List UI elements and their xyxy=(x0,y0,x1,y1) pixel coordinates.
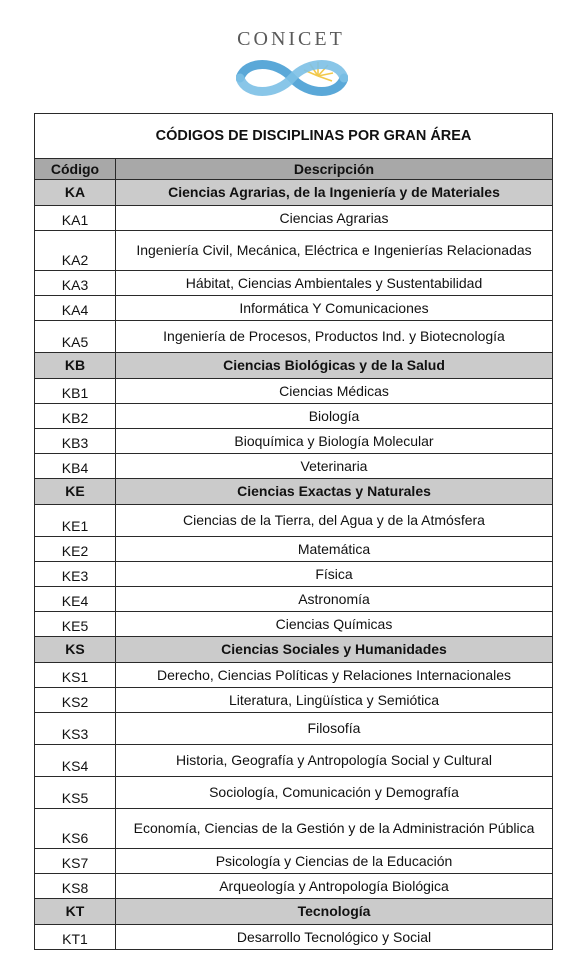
discipline-code: KB1 xyxy=(35,379,116,404)
discipline-description: Ciencias Médicas xyxy=(116,379,553,404)
table-row xyxy=(35,404,553,429)
header-code: Código xyxy=(35,159,116,180)
table-row xyxy=(35,849,553,874)
table-row xyxy=(35,925,553,950)
discipline-description: Literatura, Lingüística y Semiótica xyxy=(116,688,553,713)
discipline-code: KA4 xyxy=(35,296,116,321)
discipline-description: Física xyxy=(116,562,553,587)
discipline-description: Derecho, Ciencias Políticas y Relaciones Internacionales xyxy=(116,663,553,688)
table-row xyxy=(35,429,553,454)
area-row xyxy=(35,479,553,505)
table-title-row xyxy=(35,114,553,159)
table-row xyxy=(35,537,553,562)
infinity-sun-icon xyxy=(236,56,348,98)
discipline-description: Veterinaria xyxy=(116,454,553,479)
area-code: KB xyxy=(35,353,116,379)
table-row xyxy=(35,454,553,479)
discipline-code: KS3 xyxy=(35,713,116,745)
area-row xyxy=(35,353,553,379)
table-row xyxy=(35,321,553,353)
disciplines-table xyxy=(34,113,553,950)
table-row xyxy=(35,231,553,271)
discipline-code: KA5 xyxy=(35,321,116,353)
discipline-code: KS1 xyxy=(35,663,116,688)
discipline-code: KA3 xyxy=(35,271,116,296)
discipline-description: Filosofía xyxy=(116,713,553,745)
table-header-row xyxy=(35,159,553,180)
discipline-description: Ingeniería Civil, Mecánica, Eléctrica e Ingenierías Relacionadas xyxy=(116,231,553,271)
discipline-code: KS5 xyxy=(35,777,116,809)
area-name: Tecnología xyxy=(116,899,553,925)
table-row xyxy=(35,562,553,587)
discipline-code: KB4 xyxy=(35,454,116,479)
discipline-code: KE1 xyxy=(35,505,116,537)
discipline-code: KT1 xyxy=(35,925,116,950)
table-row xyxy=(35,713,553,745)
discipline-description: Ciencias de la Tierra, del Agua y de la Atmósfera xyxy=(116,505,553,537)
discipline-code: KE5 xyxy=(35,612,116,637)
discipline-description: Desarrollo Tecnológico y Social xyxy=(116,925,553,950)
discipline-code: KE4 xyxy=(35,587,116,612)
area-row xyxy=(35,899,553,925)
discipline-code: KB2 xyxy=(35,404,116,429)
area-name: Ciencias Biológicas y de la Salud xyxy=(116,353,553,379)
table-row xyxy=(35,745,553,777)
discipline-description: Hábitat, Ciencias Ambientales y Sustentabilidad xyxy=(116,271,553,296)
discipline-description: Economía, Ciencias de la Gestión y de la Administración Pública xyxy=(116,809,553,849)
discipline-description: Sociología, Comunicación y Demografía xyxy=(116,777,553,809)
table-row xyxy=(35,271,553,296)
table-row xyxy=(35,612,553,637)
table-row xyxy=(35,777,553,809)
conicet-logo xyxy=(0,0,582,112)
table-row xyxy=(35,874,553,899)
discipline-code: KS2 xyxy=(35,688,116,713)
area-code: KT xyxy=(35,899,116,925)
table-row xyxy=(35,688,553,713)
table-row xyxy=(35,663,553,688)
area-row xyxy=(35,180,553,206)
discipline-code: KS7 xyxy=(35,849,116,874)
logo-text: CONICET xyxy=(237,28,345,50)
area-code: KS xyxy=(35,637,116,663)
discipline-code: KB3 xyxy=(35,429,116,454)
area-code: KA xyxy=(35,180,116,206)
discipline-code: KS4 xyxy=(35,745,116,777)
table-row xyxy=(35,809,553,849)
table-row xyxy=(35,379,553,404)
discipline-code: KA1 xyxy=(35,206,116,231)
discipline-description: Ingeniería de Procesos, Productos Ind. y Biotecnología xyxy=(116,321,553,353)
table-row xyxy=(35,296,553,321)
discipline-description: Historia, Geografía y Antropología Social y Cultural xyxy=(116,745,553,777)
header-description: Descripción xyxy=(116,159,553,180)
table-row xyxy=(35,505,553,537)
discipline-description: Bioquímica y Biología Molecular xyxy=(116,429,553,454)
area-name: Ciencias Agrarias, de la Ingeniería y de Materiales xyxy=(116,180,553,206)
discipline-description: Informática Y Comunicaciones xyxy=(116,296,553,321)
discipline-description: Ciencias Agrarias xyxy=(116,206,553,231)
table-row xyxy=(35,587,553,612)
table-row xyxy=(35,206,553,231)
discipline-code: KA2 xyxy=(35,231,116,271)
area-name: Ciencias Sociales y Humanidades xyxy=(116,637,553,663)
table-title: CÓDIGOS DE DISCIPLINAS POR GRAN ÁREA xyxy=(155,127,472,144)
discipline-description: Matemática xyxy=(116,537,553,562)
area-row xyxy=(35,637,553,663)
discipline-description: Ciencias Químicas xyxy=(116,612,553,637)
discipline-description: Arqueología y Antropología Biológica xyxy=(116,874,553,899)
discipline-code: KE3 xyxy=(35,562,116,587)
discipline-description: Astronomía xyxy=(116,587,553,612)
discipline-description: Biología xyxy=(116,404,553,429)
discipline-code: KS6 xyxy=(35,809,116,849)
discipline-code: KE2 xyxy=(35,537,116,562)
area-name: Ciencias Exactas y Naturales xyxy=(116,479,553,505)
area-code: KE xyxy=(35,479,116,505)
discipline-code: KS8 xyxy=(35,874,116,899)
discipline-description: Psicología y Ciencias de la Educación xyxy=(116,849,553,874)
